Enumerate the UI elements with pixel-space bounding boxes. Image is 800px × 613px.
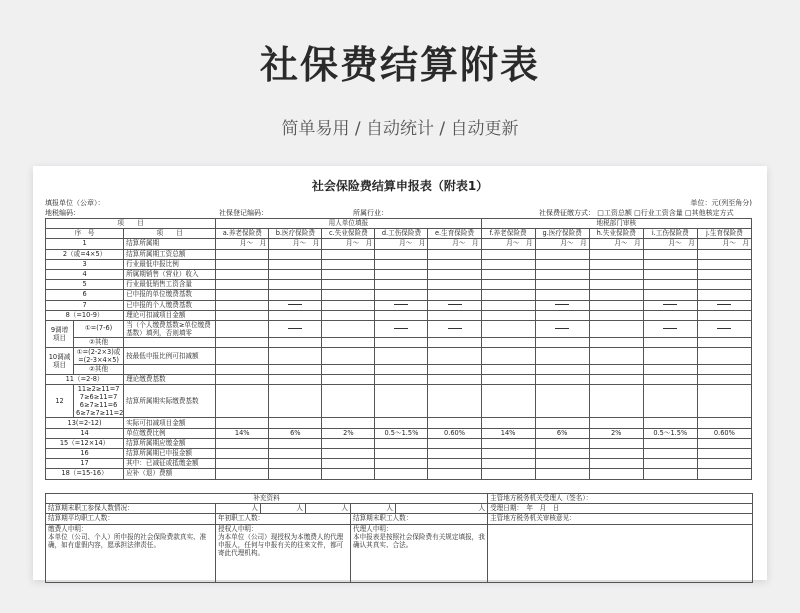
rate-cell: 0.60% bbox=[697, 428, 751, 438]
levy-option[interactable]: □其他核定方式 bbox=[684, 209, 734, 217]
end-staff-label[interactable]: 结算期末职工人数： bbox=[351, 514, 488, 524]
levy-mode-label: 社保费征缴方式： bbox=[539, 209, 595, 217]
col-header: g.医疗保险费 bbox=[535, 229, 589, 239]
col-header: i.工伤保险费 bbox=[643, 229, 697, 239]
rate-cell: 6% bbox=[269, 428, 322, 438]
period-cell[interactable]: 月～ 月 bbox=[269, 239, 322, 249]
dash-mark bbox=[288, 304, 302, 305]
col-header: d.工伤保险费 bbox=[375, 229, 428, 239]
col-header: b.医疗保险费 bbox=[269, 229, 322, 239]
table-row bbox=[46, 365, 752, 375]
dash-mark bbox=[394, 304, 408, 305]
period-cell[interactable]: 月～ 月 bbox=[216, 239, 269, 249]
proxy-text: 本申报表是按照社会保险费有关规定填报，我确认其真实、合法。 bbox=[353, 532, 485, 549]
payer-title: 缴费人申明： bbox=[48, 524, 88, 533]
period-cell[interactable]: 月～ 月 bbox=[322, 239, 375, 249]
supplement-header: 补充资料 bbox=[46, 494, 488, 504]
unit-label: 填报单位（公章）： bbox=[45, 199, 105, 207]
dash-mark bbox=[663, 328, 677, 329]
document-sheet bbox=[33, 166, 767, 580]
row-label: 结算所属期已申报金额 bbox=[124, 449, 216, 459]
settlement-table bbox=[45, 218, 752, 480]
col-header: a.养老保险费 bbox=[216, 229, 269, 239]
row-label: 已申报的个人缴费基数 bbox=[124, 300, 216, 310]
row-no: 11（=2-8） bbox=[46, 375, 124, 385]
levy-option[interactable]: □工资总额 bbox=[597, 209, 632, 217]
document-title: 社会保险费结算申报表（附表1） bbox=[311, 179, 489, 193]
col-header: e.生育保险费 bbox=[428, 229, 481, 239]
table-row bbox=[46, 259, 752, 269]
dash-mark bbox=[288, 328, 302, 329]
insured-count-label: 结算期末职工参保人数情况： bbox=[46, 504, 216, 514]
table-row bbox=[46, 337, 752, 347]
dash-mark bbox=[663, 304, 677, 305]
row-no: 5 bbox=[46, 280, 124, 290]
header-item: 项 目 bbox=[46, 219, 216, 229]
table-row bbox=[46, 269, 752, 279]
header-employer: 用人单位填报 bbox=[216, 219, 481, 229]
row-no: 15（=12×14） bbox=[46, 438, 124, 448]
col-header: f.养老保险费 bbox=[481, 229, 535, 239]
row-no: 12 bbox=[46, 385, 74, 418]
rate-cell: 6% bbox=[535, 428, 589, 438]
row-label: 结算所属期应缴金额 bbox=[124, 438, 216, 448]
row-no: 17 bbox=[46, 459, 124, 469]
person-unit[interactable]: 人 bbox=[351, 504, 396, 514]
rate-cell: 2% bbox=[322, 428, 375, 438]
table-row bbox=[46, 280, 752, 290]
group-label-decrease: 10调减项目 bbox=[46, 348, 74, 375]
row-label: 已申报的单位缴费基数 bbox=[124, 290, 216, 300]
row-label: 结算所属期 bbox=[124, 239, 216, 249]
table-row bbox=[46, 375, 752, 385]
levy-mode bbox=[539, 208, 734, 218]
hero-subtitle: 简单易用 / 自动统计 / 自动更新 bbox=[281, 119, 519, 139]
period-cell[interactable]: 月～ 月 bbox=[428, 239, 481, 249]
social-reg-label: 社保登记编码： bbox=[219, 209, 268, 217]
row-no: 14 bbox=[46, 428, 124, 438]
person-unit[interactable]: 人 bbox=[396, 504, 488, 514]
rate-cell: 0.5～1.5% bbox=[643, 428, 697, 438]
rate-cell: 0.5～1.5% bbox=[375, 428, 428, 438]
rate-cell: 14% bbox=[216, 428, 269, 438]
period-cell[interactable]: 月～ 月 bbox=[589, 239, 643, 249]
period-cell[interactable]: 月～ 月 bbox=[535, 239, 589, 249]
agent-signature: 主管地方税务机关受理人（签名）： bbox=[488, 494, 753, 504]
header-tax-review: 地税部门审核 bbox=[481, 219, 751, 229]
row-no: ①=(7-6) bbox=[74, 320, 124, 337]
row-no: 4 bbox=[46, 269, 124, 279]
row-label: 结算所属期工资总额 bbox=[124, 249, 216, 259]
period-cell[interactable]: 月～ 月 bbox=[643, 239, 697, 249]
dash-mark bbox=[448, 328, 462, 329]
row-label: 按最低申报比例可扣减额 bbox=[124, 348, 216, 365]
period-cell[interactable]: 月～ 月 bbox=[697, 239, 751, 249]
table-row bbox=[46, 469, 752, 479]
row-no: 8（=10-9） bbox=[46, 310, 124, 320]
period-cell[interactable]: 月～ 月 bbox=[375, 239, 428, 249]
auth-text: 为本单位（公司）现授权为本缴费人的代理申报人，任何与申报有关的往来文件，都可寄此代理机构。 bbox=[218, 532, 344, 557]
start-staff-label[interactable]: 年初职工人数： bbox=[216, 514, 351, 524]
group-label-increase: 9调增项目 bbox=[46, 320, 74, 347]
table-row bbox=[46, 418, 752, 428]
col-header: h.失业保险费 bbox=[589, 229, 643, 239]
row-label: 结算所属期实际缴费基数 bbox=[124, 385, 216, 418]
row-no: 13(=2-12) bbox=[46, 418, 124, 428]
row-no: 18（=15-16） bbox=[46, 469, 124, 479]
dash-mark bbox=[555, 304, 569, 305]
row-no: ②其他 bbox=[74, 337, 124, 347]
proxy-declaration bbox=[351, 524, 488, 582]
row-no: ②其他 bbox=[74, 365, 124, 375]
payer-text: 本单位（公司、个人）所申报的社会保险费款真实、准确，如有虚假内容，愿承担法律责任。 bbox=[48, 532, 207, 549]
table-row bbox=[46, 449, 752, 459]
authorizer-declaration bbox=[216, 524, 351, 582]
table-row bbox=[46, 428, 752, 438]
row-label: 单位缴费比例 bbox=[124, 428, 216, 438]
row-label: 理论缴费基数 bbox=[124, 375, 216, 385]
header-items: 项 目 bbox=[124, 229, 216, 239]
supplement-table bbox=[45, 493, 753, 583]
row-no: 2（或=4×5） bbox=[46, 249, 124, 259]
period-cell[interactable]: 月～ 月 bbox=[481, 239, 535, 249]
row-label: 行业最低销售工资含量 bbox=[124, 280, 216, 290]
table-row bbox=[46, 320, 752, 337]
avg-staff-label[interactable]: 结算期平均职工人数： bbox=[46, 514, 216, 524]
row-no: 7 bbox=[46, 300, 124, 310]
table-row bbox=[46, 348, 752, 365]
row-label: 行业最低申报比例 bbox=[124, 259, 216, 269]
table-row bbox=[46, 438, 752, 448]
header-no: 序 号 bbox=[46, 229, 124, 239]
table-row bbox=[46, 290, 752, 300]
row-label: 实际可扣减项目金额 bbox=[124, 418, 216, 428]
rate-cell: 2% bbox=[589, 428, 643, 438]
rate-cell: 14% bbox=[481, 428, 535, 438]
currency-note: 单位：元(列至角分) bbox=[690, 199, 752, 207]
table-row bbox=[46, 249, 752, 259]
dash-mark bbox=[717, 328, 731, 329]
row-no: 1 bbox=[46, 239, 124, 249]
table-row bbox=[46, 385, 752, 418]
dash-mark bbox=[555, 328, 569, 329]
row-label: 理论可扣减项目金额 bbox=[124, 310, 216, 320]
industry-label: 所属行业： bbox=[353, 209, 388, 217]
review-opinion: 主管地方税务机关审核意见： bbox=[488, 514, 753, 524]
col-header: j.生育保险费 bbox=[697, 229, 751, 239]
rate-cell: 0.60% bbox=[428, 428, 481, 438]
row-no: 16 bbox=[46, 449, 124, 459]
row-no: 3 bbox=[46, 259, 124, 269]
tax-code-label: 地税编码： bbox=[45, 209, 80, 217]
dash-mark bbox=[448, 304, 462, 305]
person-unit[interactable]: 人 bbox=[306, 504, 351, 514]
row-label: 其中：已减征或抵缴金额 bbox=[124, 459, 216, 469]
row-label: 当（个人缴费基数≥单位缴费基数）填列，否则填零 bbox=[124, 320, 216, 337]
row-label: 应补（退）费额 bbox=[124, 469, 216, 479]
person-unit[interactable]: 人 bbox=[216, 504, 261, 514]
levy-option[interactable]: □行业工资含量 bbox=[634, 209, 683, 217]
col-header: c.失业保险费 bbox=[322, 229, 375, 239]
dash-mark bbox=[717, 304, 731, 305]
hero-title: 社保费结算附表 bbox=[259, 43, 540, 87]
accept-date: 受理日期： 年 月 日 bbox=[488, 504, 753, 514]
payer-declaration bbox=[46, 524, 216, 582]
auth-title: 授权人申明： bbox=[218, 524, 258, 533]
proxy-title: 代理人申明： bbox=[353, 524, 393, 533]
person-unit[interactable]: 人 bbox=[261, 504, 306, 514]
table-row bbox=[46, 459, 752, 469]
row-label: 所属期销售（营业）收入 bbox=[124, 269, 216, 279]
row-no: ①=(2-2×3)或=(2-3×4×5) bbox=[74, 348, 124, 365]
table-row bbox=[46, 310, 752, 320]
table-row bbox=[46, 300, 752, 310]
table-row bbox=[46, 239, 752, 249]
row-no: 6 bbox=[46, 290, 124, 300]
dash-mark bbox=[394, 328, 408, 329]
row-condition: 11≥2≥11=7 7≥6≥11=7 6≥7≥11=6 6≥7≥7≥11=2 bbox=[74, 385, 124, 418]
